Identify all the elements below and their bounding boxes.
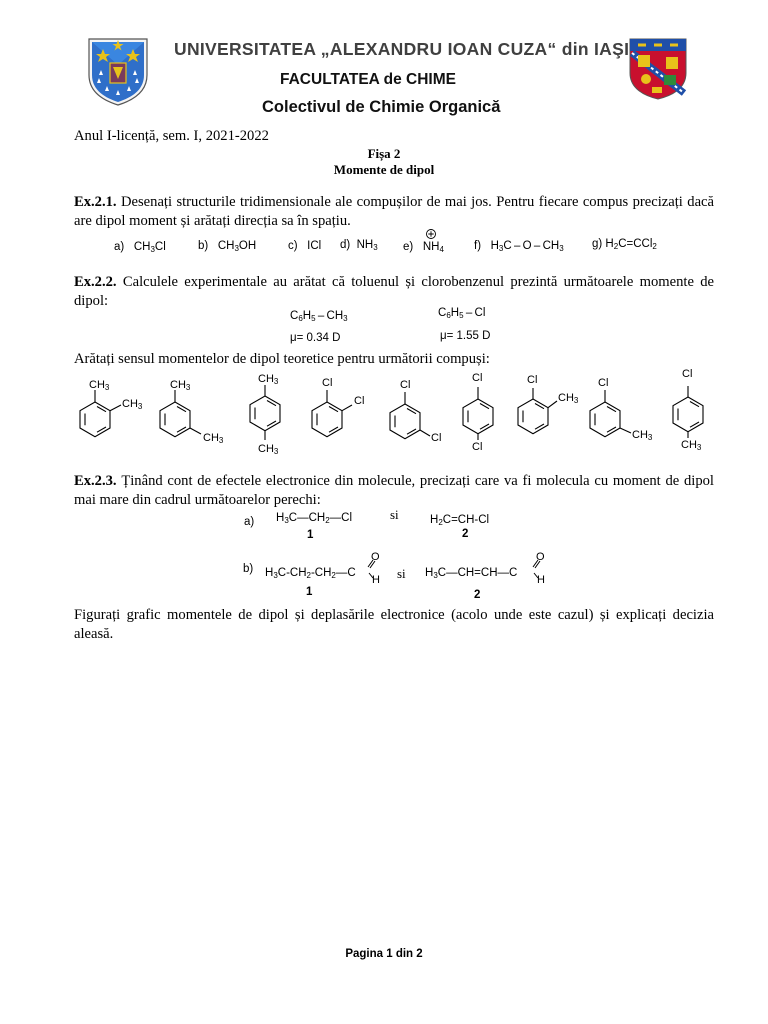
svg-text:Cl: Cl	[354, 395, 365, 407]
svg-text:Cl: Cl	[472, 441, 483, 453]
pair-b-oxygen-1: O	[371, 551, 380, 563]
exercise-2-2-text: Calculele experimentale au arătat că toluenul și clorobenzenul prezintă următoarele momente de dipol:	[74, 274, 714, 309]
university-name: UNIVERSITATEA „ALEXANDRU IOAN CUZA“ din IAŞI	[174, 39, 630, 59]
exercise-2-1-text: Desenați structurile tridimensionale ale compușilor de mai jos. Pentru fiecare compus precizați dacă are dipol moment și arătați direcția sa în spațiu.	[74, 194, 714, 229]
pair-b-aldehyde-2	[525, 550, 555, 586]
exercise-2-2-statement	[74, 273, 714, 311]
ex1-item-g: g) $H_2C=CCl_2$	[592, 238, 657, 251]
pair-b-letter: b)	[243, 563, 254, 575]
exercise-2-2-label: Ex.2.2.	[74, 274, 117, 290]
svg-text:CH3: CH3	[558, 392, 579, 405]
structure-m-chlorotoluene	[590, 377, 653, 442]
structure-p-xylene	[250, 373, 280, 456]
svg-text:Cl: Cl	[682, 368, 693, 380]
toluene-formula: $C_6H_5 - CH_3$	[290, 310, 348, 323]
ex1-item-c: c) ICl	[288, 240, 322, 252]
svg-text:Cl: Cl	[400, 379, 411, 391]
exercise-2-1-label: Ex.2.1.	[74, 194, 117, 210]
pair-b-number-2: 2	[474, 589, 481, 601]
structure-p-dichlorobenzene	[463, 372, 493, 453]
ex1-item-d: d) $NH_3$	[340, 239, 378, 252]
pair-b-molecule-1: $H_3C-CH_2-CH_2—C$	[265, 567, 356, 580]
academic-year: Anul I-licență, sem. I, 2021-2022	[74, 128, 269, 144]
pair-b-number-1: 1	[306, 586, 313, 598]
structure-o-dichlorobenzene	[312, 377, 364, 437]
exercise-2-3-statement	[74, 472, 714, 510]
structure-m-xylene	[160, 379, 224, 445]
structure-m-dichlorobenzene	[390, 379, 441, 444]
svg-text:CH3: CH3	[632, 429, 653, 442]
chlorobenzene-formula: $C_6H_5$ – Cl	[438, 307, 486, 320]
svg-text:Cl: Cl	[431, 432, 442, 444]
page-footer: Pagina 1 din 2	[345, 948, 423, 960]
faculty-name: FACULTATEA de CHIME	[280, 71, 456, 88]
structure-p-chlorotoluene	[673, 368, 703, 452]
positive-charge-icon	[425, 228, 437, 240]
university-coat-of-arms	[83, 35, 153, 107]
pair-b-hydrogen-2: H	[537, 574, 545, 586]
substituted-benzene-structures	[60, 366, 730, 458]
ex1-item-f: f) $H_3C$ – O – $CH_3$	[474, 240, 564, 253]
exercise-2-1-statement	[74, 193, 714, 231]
svg-text:Cl: Cl	[322, 377, 333, 389]
svg-text:CH3: CH3	[203, 432, 224, 445]
pair-b-aldehyde-1	[360, 550, 390, 586]
svg-text:Cl: Cl	[527, 374, 538, 386]
ex1-item-a: a) $CH_3Cl$	[114, 241, 166, 254]
faculty-coat-of-arms	[626, 35, 690, 101]
pair-a-molecule-2: $H_2C=CH-Cl$	[430, 514, 490, 527]
pair-a-molecule-1: $H_3C—CH_2—Cl$	[276, 512, 353, 525]
pair-a-letter: a)	[244, 516, 255, 528]
exercise-2-3-instruction: Figurați grafic momentele de dipol și deplasările electronice (acolo unde este cazul) și explicați decizia aleasă.	[74, 607, 714, 642]
structure-o-chlorotoluene	[518, 374, 579, 434]
exercise-2-2-instruction: Arătați sensul momentelor de dipol teoretice pentru următorii compuși:	[74, 351, 490, 367]
pair-b-oxygen-2: O	[536, 551, 545, 563]
sheet-title: Fișa 2	[367, 146, 401, 161]
pair-b-and: si	[397, 566, 406, 581]
svg-text:CH3: CH3	[258, 443, 279, 456]
structure-o-xylene	[80, 379, 143, 437]
ex1-item-b: b) $CH_3OH$	[198, 240, 257, 253]
ex1-item-e: e) $NH_4$	[403, 241, 444, 254]
pair-b-hydrogen-1: H	[372, 574, 380, 586]
svg-text:CH3: CH3	[170, 379, 191, 392]
pair-a-and: si	[390, 507, 399, 522]
svg-text:CH3: CH3	[89, 379, 110, 392]
chlorobenzene-dipole: μ= 1.55 D	[440, 330, 491, 342]
svg-text:Cl: Cl	[598, 377, 609, 389]
collective-name: Colectivul de Chimie Organică	[262, 98, 501, 116]
svg-text:Cl: Cl	[472, 372, 483, 384]
svg-text:CH3: CH3	[122, 398, 143, 411]
svg-text:CH3: CH3	[258, 373, 279, 386]
pair-a-number-1: 1	[307, 529, 314, 541]
svg-text:CH3: CH3	[681, 439, 702, 452]
pair-b-molecule-2: $H_3C—CH=CH—C$	[425, 567, 518, 580]
toluene-dipole: μ= 0.34 D	[290, 332, 341, 344]
sheet-subject: Momente de dipol	[333, 162, 435, 177]
exercise-2-3-label: Ex.2.3.	[74, 473, 117, 489]
pair-a-number-2: 2	[462, 528, 469, 540]
exercise-2-3-text: Ținând cont de efectele electronice din molecule, precizați care va fi molecula cu moment de dipol mai mare din cadrul următoarelor perechi:	[74, 473, 714, 508]
